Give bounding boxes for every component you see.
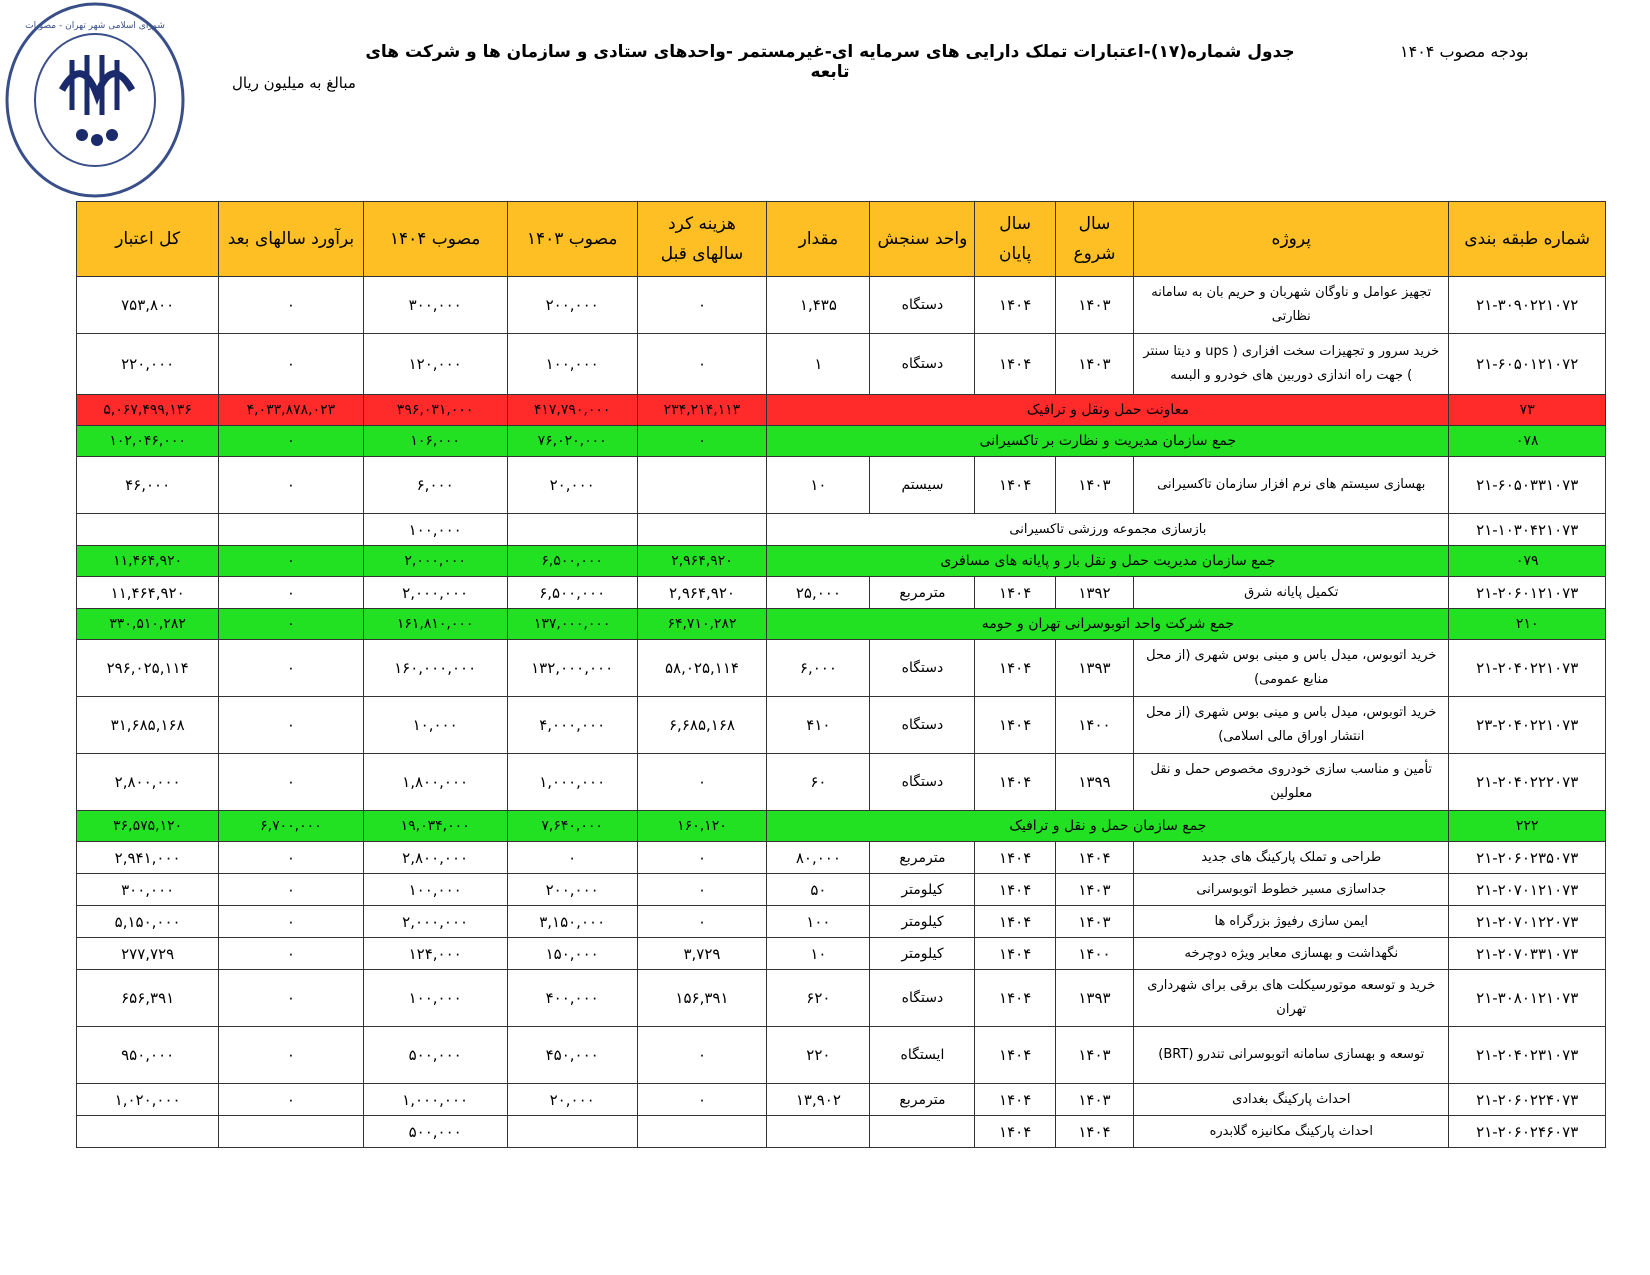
cell-future: ۰ <box>219 874 363 906</box>
cell-total: ۱۰۲,۰۴۶,۰۰۰ <box>77 426 219 457</box>
cell-1404: ۲,۰۰۰,۰۰۰ <box>363 546 507 577</box>
cell-end: ۱۴۰۴ <box>975 842 1055 874</box>
cell-end: ۱۴۰۴ <box>975 906 1055 938</box>
cell-unit: ایستگاه <box>870 1027 975 1084</box>
cell-end: ۱۴۰۴ <box>975 1027 1055 1084</box>
cell-total: ۲,۸۰۰,۰۰۰ <box>77 754 219 811</box>
cell-unit: کیلومتر <box>870 874 975 906</box>
cell-summary-label: جمع سازمان مدیریت و نظارت بر تاکسیرانی <box>767 426 1449 457</box>
cell-total: ۳۱,۶۸۵,۱۶۸ <box>77 697 219 754</box>
cell-code: ۲۱-۶۰۵۰۱۲۱۰۷۲ <box>1449 334 1606 395</box>
summary-row <box>77 811 1606 842</box>
col-future: برآورد سالهای بعد <box>219 202 363 277</box>
cell-start: ۱۳۹۳ <box>1055 640 1133 697</box>
cell-project: احداث پارکینگ بغدادی <box>1134 1084 1449 1116</box>
cell-1404: ۶,۰۰۰ <box>363 457 507 514</box>
cell-1404: ۳۰۰,۰۰۰ <box>363 277 507 334</box>
cell-code: ۲۳-۲۰۴۰۲۲۱۰۷۳ <box>1449 697 1606 754</box>
cell-prev: ۰ <box>637 874 767 906</box>
cell-unit: دستگاه <box>870 970 975 1027</box>
budget-label: بودجه مصوب ۱۴۰۴ <box>1400 42 1529 61</box>
col-code: شماره طبقه بندی <box>1449 202 1606 277</box>
cell-prev: ۰ <box>637 1027 767 1084</box>
cell-1403: ۷۶,۰۲۰,۰۰۰ <box>507 426 637 457</box>
cell-unit <box>870 1116 975 1148</box>
cell-summary-label: جمع سازمان حمل و نقل و ترافیک <box>767 811 1449 842</box>
cell-prev: ۶۴,۷۱۰,۲۸۲ <box>637 609 767 640</box>
cell-start: ۱۴۰۰ <box>1055 938 1133 970</box>
summary-row <box>77 426 1606 457</box>
cell-prev: ۰ <box>637 754 767 811</box>
cell-prev <box>637 514 767 546</box>
cell-code: ۲۱-۲۰۶۰۲۲۴۰۷۳ <box>1449 1084 1606 1116</box>
cell-1404: ۱۰۰,۰۰۰ <box>363 514 507 546</box>
col-prev: هزینه کرد سالهای قبل <box>637 202 767 277</box>
cell-prev: ۰ <box>637 277 767 334</box>
cell-1404: ۲,۰۰۰,۰۰۰ <box>363 906 507 938</box>
cell-start: ۱۳۹۳ <box>1055 970 1133 1027</box>
cell-1404: ۱۶۱,۸۱۰,۰۰۰ <box>363 609 507 640</box>
cell-prev: ۰ <box>637 842 767 874</box>
cell-code: ۲۲۲ <box>1449 811 1606 842</box>
cell-start: ۱۴۰۳ <box>1055 277 1133 334</box>
col-qty: مقدار <box>767 202 870 277</box>
page-title: جدول شماره(۱۷)-اعتبارات تملک دارایی های سرمایه ای-غیرمستمر -واحدهای ستادی و سازمان ها و شرکت های تابعه <box>365 42 1295 82</box>
cell-1404: ۵۰۰,۰۰۰ <box>363 1116 507 1148</box>
cell-start: ۱۴۰۳ <box>1055 906 1133 938</box>
cell-1404: ۱,۰۰۰,۰۰۰ <box>363 1084 507 1116</box>
cell-prev <box>637 457 767 514</box>
cell-prev: ۲۳۴,۲۱۴,۱۱۳ <box>637 395 767 426</box>
cell-1403: ۷,۶۴۰,۰۰۰ <box>507 811 637 842</box>
col-project: پروژه <box>1134 202 1449 277</box>
cell-unit: دستگاه <box>870 697 975 754</box>
cell-qty: ۴۱۰ <box>767 697 870 754</box>
cell-project: ایمن سازی رفیوژ بزرگراه ها <box>1134 906 1449 938</box>
cell-qty: ۲۵,۰۰۰ <box>767 577 870 609</box>
cell-qty: ۱ <box>767 334 870 395</box>
cell-1403: ۲۰,۰۰۰ <box>507 1084 637 1116</box>
table-header-row <box>77 202 1606 277</box>
cell-unit: کیلومتر <box>870 906 975 938</box>
cell-unit: دستگاه <box>870 640 975 697</box>
col-unit: واحد سنجش <box>870 202 975 277</box>
cell-1403: ۴۵۰,۰۰۰ <box>507 1027 637 1084</box>
summary-row <box>77 546 1606 577</box>
cell-qty: ۸۰,۰۰۰ <box>767 842 870 874</box>
cell-end: ۱۴۰۴ <box>975 277 1055 334</box>
cell-end: ۱۴۰۴ <box>975 640 1055 697</box>
cell-1403: ۲۰,۰۰۰ <box>507 457 637 514</box>
cell-start: ۱۴۰۳ <box>1055 457 1133 514</box>
cell-future: ۴,۰۳۳,۸۷۸,۰۲۳ <box>219 395 363 426</box>
cell-prev: ۲,۹۶۴,۹۲۰ <box>637 577 767 609</box>
council-seal-icon <box>2 0 188 210</box>
cell-prev: ۰ <box>637 906 767 938</box>
cell-1404: ۱۲۰,۰۰۰ <box>363 334 507 395</box>
cell-unit: دستگاه <box>870 277 975 334</box>
seal-text: شورای اسلامی شهر تهران - مصوبات <box>25 21 165 31</box>
cell-1404: ۱۰۰,۰۰۰ <box>363 874 507 906</box>
unit-note: مبالغ به میلیون ریال <box>232 74 356 92</box>
cell-future: ۰ <box>219 546 363 577</box>
cell-start: ۱۴۰۳ <box>1055 1027 1133 1084</box>
cell-total: ۱۱,۴۶۴,۹۲۰ <box>77 577 219 609</box>
cell-future: ۰ <box>219 334 363 395</box>
cell-code: ۲۱-۲۰۶۰۲۳۵۰۷۳ <box>1449 842 1606 874</box>
table-row <box>77 640 1606 697</box>
cell-prev: ۰ <box>637 1084 767 1116</box>
cell-future: ۰ <box>219 970 363 1027</box>
cell-end: ۱۴۰۴ <box>975 697 1055 754</box>
cell-prev: ۲,۹۶۴,۹۲۰ <box>637 546 767 577</box>
cell-end: ۱۴۰۴ <box>975 577 1055 609</box>
cell-project: طراحی و تملک پارکینگ های جدید <box>1134 842 1449 874</box>
cell-project: نگهداشت و بهسازی معابر ویژه دوچرخه <box>1134 938 1449 970</box>
cell-future: ۰ <box>219 697 363 754</box>
cell-qty: ۲۲۰ <box>767 1027 870 1084</box>
cell-end: ۱۴۰۴ <box>975 1116 1055 1148</box>
cell-qty: ۱۰ <box>767 938 870 970</box>
cell-1403: ۴,۰۰۰,۰۰۰ <box>507 697 637 754</box>
cell-future: ۰ <box>219 277 363 334</box>
cell-project: احداث پارکینگ مکانیزه گلابدره <box>1134 1116 1449 1148</box>
cell-project: بهسازی سیستم های نرم افزار سازمان تاکسیرانی <box>1134 457 1449 514</box>
cell-qty: ۱۳,۹۰۲ <box>767 1084 870 1116</box>
table-row <box>77 277 1606 334</box>
col-end: سال پایان <box>975 202 1055 277</box>
cell-end: ۱۴۰۴ <box>975 874 1055 906</box>
budget-table <box>76 201 1606 1148</box>
cell-unit: مترمربع <box>870 842 975 874</box>
cell-summary-label: جمع شرکت واحد اتوبوسرانی تهران و حومه <box>767 609 1449 640</box>
cell-1404: ۱۰۶,۰۰۰ <box>363 426 507 457</box>
table-row <box>77 514 1606 546</box>
cell-end: ۱۴۰۴ <box>975 334 1055 395</box>
cell-end: ۱۴۰۴ <box>975 754 1055 811</box>
table-row <box>77 334 1606 395</box>
cell-1403: ۲۰۰,۰۰۰ <box>507 874 637 906</box>
cell-future <box>219 514 363 546</box>
cell-future: ۰ <box>219 1084 363 1116</box>
table-row <box>77 697 1606 754</box>
cell-1404: ۳۹۶,۰۳۱,۰۰۰ <box>363 395 507 426</box>
cell-summary-label: معاونت حمل ونقل و ترافیک <box>767 395 1449 426</box>
cell-prev: ۵۸,۰۲۵,۱۱۴ <box>637 640 767 697</box>
cell-future: ۶,۷۰۰,۰۰۰ <box>219 811 363 842</box>
cell-code: ۲۱-۱۰۳۰۴۲۱۰۷۳ <box>1449 514 1606 546</box>
cell-future: ۰ <box>219 577 363 609</box>
cell-1403: ۴۰۰,۰۰۰ <box>507 970 637 1027</box>
cell-start: ۱۴۰۰ <box>1055 697 1133 754</box>
cell-total: ۲۷۷,۷۲۹ <box>77 938 219 970</box>
cell-1403: ۶,۵۰۰,۰۰۰ <box>507 546 637 577</box>
cell-project: خرید اتوبوس، میدل باس و مینی بوس شهری (از محل انتشار اوراق مالی اسلامی) <box>1134 697 1449 754</box>
cell-project: جداسازی مسیر خطوط اتوبوسرانی <box>1134 874 1449 906</box>
table-row <box>77 1116 1606 1148</box>
cell-code: ۲۱-۲۰۷۰۳۳۱۰۷۳ <box>1449 938 1606 970</box>
cell-prev: ۰ <box>637 426 767 457</box>
cell-unit: کیلومتر <box>870 938 975 970</box>
cell-qty <box>767 1116 870 1148</box>
cell-project: تجهیز عوامل و ناوگان شهربان و حریم بان به سامانه نظارتی <box>1134 277 1449 334</box>
cell-code: ۰۷۸ <box>1449 426 1606 457</box>
table-row <box>77 577 1606 609</box>
cell-qty: ۱۰۰ <box>767 906 870 938</box>
cell-qty: ۱۰ <box>767 457 870 514</box>
cell-code: ۲۱-۲۰۴۰۲۲۱۰۷۳ <box>1449 640 1606 697</box>
cell-unit: مترمربع <box>870 577 975 609</box>
cell-future: ۰ <box>219 754 363 811</box>
cell-start: ۱۴۰۴ <box>1055 842 1133 874</box>
cell-start: ۱۳۹۲ <box>1055 577 1133 609</box>
cell-total: ۵,۱۵۰,۰۰۰ <box>77 906 219 938</box>
cell-total: ۷۵۳,۸۰۰ <box>77 277 219 334</box>
cell-end: ۱۴۰۴ <box>975 1084 1055 1116</box>
cell-prev: ۱۵۶,۳۹۱ <box>637 970 767 1027</box>
cell-start: ۱۴۰۳ <box>1055 874 1133 906</box>
cell-code: ۲۱-۲۰۴۰۲۲۲۰۷۳ <box>1449 754 1606 811</box>
cell-total: ۱۱,۴۶۴,۹۲۰ <box>77 546 219 577</box>
summary-row <box>77 395 1606 426</box>
cell-unit: مترمربع <box>870 1084 975 1116</box>
cell-unit: سیستم <box>870 457 975 514</box>
cell-1403: ۱,۰۰۰,۰۰۰ <box>507 754 637 811</box>
cell-1404: ۲,۰۰۰,۰۰۰ <box>363 577 507 609</box>
cell-1404: ۲,۸۰۰,۰۰۰ <box>363 842 507 874</box>
cell-code: ۲۱-۲۰۴۰۲۳۱۰۷۳ <box>1449 1027 1606 1084</box>
cell-project: خرید و توسعه موتورسیکلت های برقی برای شهرداری تهران <box>1134 970 1449 1027</box>
cell-start: ۱۴۰۴ <box>1055 1116 1133 1148</box>
cell-total: ۲۹۶,۰۲۵,۱۱۴ <box>77 640 219 697</box>
cell-total: ۵,۰۶۷,۴۹۹,۱۳۶ <box>77 395 219 426</box>
cell-1403: ۳,۱۵۰,۰۰۰ <box>507 906 637 938</box>
cell-project: تکمیل پایانه شرق <box>1134 577 1449 609</box>
cell-end: ۱۴۰۴ <box>975 457 1055 514</box>
cell-project: توسعه و بهسازی سامانه اتوبوسرانی تندرو (BRT) <box>1134 1027 1449 1084</box>
table-row <box>77 970 1606 1027</box>
col-1403: مصوب ۱۴۰۳ <box>507 202 637 277</box>
cell-start: ۱۳۹۹ <box>1055 754 1133 811</box>
cell-future: ۰ <box>219 640 363 697</box>
cell-prev: ۱۶۰,۱۲۰ <box>637 811 767 842</box>
cell-1404: ۱۰,۰۰۰ <box>363 697 507 754</box>
table-row <box>77 1084 1606 1116</box>
cell-summary-label: جمع سازمان مدیریت حمل و نقل بار و پایانه های مسافری <box>767 546 1449 577</box>
table-row <box>77 1027 1606 1084</box>
cell-qty: ۶۰ <box>767 754 870 811</box>
cell-unit: دستگاه <box>870 334 975 395</box>
cell-future: ۰ <box>219 842 363 874</box>
cell-code: ۲۱-۲۰۶۰۲۴۶۰۷۳ <box>1449 1116 1606 1148</box>
cell-project: خرید سرور و تجهیزات سخت افزاری ( ups و دیتا سنتر ) جهت راه اندازی دوربین های خودرو و البسه <box>1134 334 1449 395</box>
cell-total: ۱,۰۲۰,۰۰۰ <box>77 1084 219 1116</box>
cell-future: ۰ <box>219 609 363 640</box>
cell-total: ۳۰۰,۰۰۰ <box>77 874 219 906</box>
table-row <box>77 938 1606 970</box>
cell-code: ۲۱-۶۰۵۰۳۳۱۰۷۳ <box>1449 457 1606 514</box>
cell-future: ۰ <box>219 906 363 938</box>
col-start: سال شروع <box>1055 202 1133 277</box>
cell-1404: ۱۹,۰۳۴,۰۰۰ <box>363 811 507 842</box>
table-row <box>77 906 1606 938</box>
cell-future: ۰ <box>219 1027 363 1084</box>
cell-1404: ۵۰۰,۰۰۰ <box>363 1027 507 1084</box>
cell-future: ۰ <box>219 938 363 970</box>
table-row <box>77 874 1606 906</box>
cell-1404: ۱۶۰,۰۰۰,۰۰۰ <box>363 640 507 697</box>
cell-total <box>77 514 219 546</box>
cell-start: ۱۴۰۳ <box>1055 1084 1133 1116</box>
cell-1403 <box>507 514 637 546</box>
cell-1403: ۱۳۲,۰۰۰,۰۰۰ <box>507 640 637 697</box>
table-row <box>77 754 1606 811</box>
cell-prev: ۰ <box>637 334 767 395</box>
cell-1403: ۱۳۷,۰۰۰,۰۰۰ <box>507 609 637 640</box>
cell-1404: ۱۰۰,۰۰۰ <box>363 970 507 1027</box>
cell-1403: ۰ <box>507 842 637 874</box>
cell-code: ۲۱-۳۰۸۰۱۲۱۰۷۳ <box>1449 970 1606 1027</box>
cell-code: ۲۱۰ <box>1449 609 1606 640</box>
summary-row <box>77 609 1606 640</box>
cell-1403: ۶,۵۰۰,۰۰۰ <box>507 577 637 609</box>
cell-unit: دستگاه <box>870 754 975 811</box>
cell-total: ۳۶,۵۷۵,۱۲۰ <box>77 811 219 842</box>
cell-project: خرید اتوبوس، میدل باس و مینی بوس شهری (از محل منابع عمومی) <box>1134 640 1449 697</box>
cell-qty: ۱,۴۳۵ <box>767 277 870 334</box>
col-1404: مصوب ۱۴۰۴ <box>363 202 507 277</box>
cell-total: ۲,۹۴۱,۰۰۰ <box>77 842 219 874</box>
cell-total <box>77 1116 219 1148</box>
cell-1403: ۱۰۰,۰۰۰ <box>507 334 637 395</box>
table-row <box>77 842 1606 874</box>
cell-code: ۷۳ <box>1449 395 1606 426</box>
cell-total: ۶۵۶,۳۹۱ <box>77 970 219 1027</box>
cell-1403: ۴۱۷,۷۹۰,۰۰۰ <box>507 395 637 426</box>
cell-future <box>219 1116 363 1148</box>
cell-end: ۱۴۰۴ <box>975 970 1055 1027</box>
cell-total: ۲۲۰,۰۰۰ <box>77 334 219 395</box>
cell-prev <box>637 1116 767 1148</box>
cell-start: ۱۴۰۳ <box>1055 334 1133 395</box>
cell-future: ۰ <box>219 457 363 514</box>
table-row <box>77 457 1606 514</box>
cell-qty: ۶۲۰ <box>767 970 870 1027</box>
cell-code: ۲۱-۲۰۷۰۱۲۲۰۷۳ <box>1449 906 1606 938</box>
cell-code: ۲۱-۲۰۶۰۱۲۱۰۷۳ <box>1449 577 1606 609</box>
cell-1404: ۱,۸۰۰,۰۰۰ <box>363 754 507 811</box>
cell-total: ۳۳۰,۵۱۰,۲۸۲ <box>77 609 219 640</box>
cell-prev: ۳,۷۲۹ <box>637 938 767 970</box>
cell-1404: ۱۲۴,۰۰۰ <box>363 938 507 970</box>
cell-qty: ۵۰ <box>767 874 870 906</box>
cell-code: ۲۱-۳۰۹۰۲۲۱۰۷۲ <box>1449 277 1606 334</box>
cell-qty: ۶,۰۰۰ <box>767 640 870 697</box>
cell-total: ۴۶,۰۰۰ <box>77 457 219 514</box>
cell-prev: ۶,۶۸۵,۱۶۸ <box>637 697 767 754</box>
cell-total: ۹۵۰,۰۰۰ <box>77 1027 219 1084</box>
col-total: کل اعتبار <box>77 202 219 277</box>
cell-code: ۰۷۹ <box>1449 546 1606 577</box>
cell-1403: ۱۵۰,۰۰۰ <box>507 938 637 970</box>
cell-1403 <box>507 1116 637 1148</box>
cell-code: ۲۱-۲۰۷۰۱۲۱۰۷۳ <box>1449 874 1606 906</box>
cell-project: تأمین و مناسب سازی خودروی مخصوص حمل و نقل معلولین <box>1134 754 1449 811</box>
cell-future: ۰ <box>219 426 363 457</box>
cell-1403: ۲۰۰,۰۰۰ <box>507 277 637 334</box>
cell-end: ۱۴۰۴ <box>975 938 1055 970</box>
cell-project: بازسازی مجموعه ورزشی تاکسیرانی <box>767 514 1449 546</box>
